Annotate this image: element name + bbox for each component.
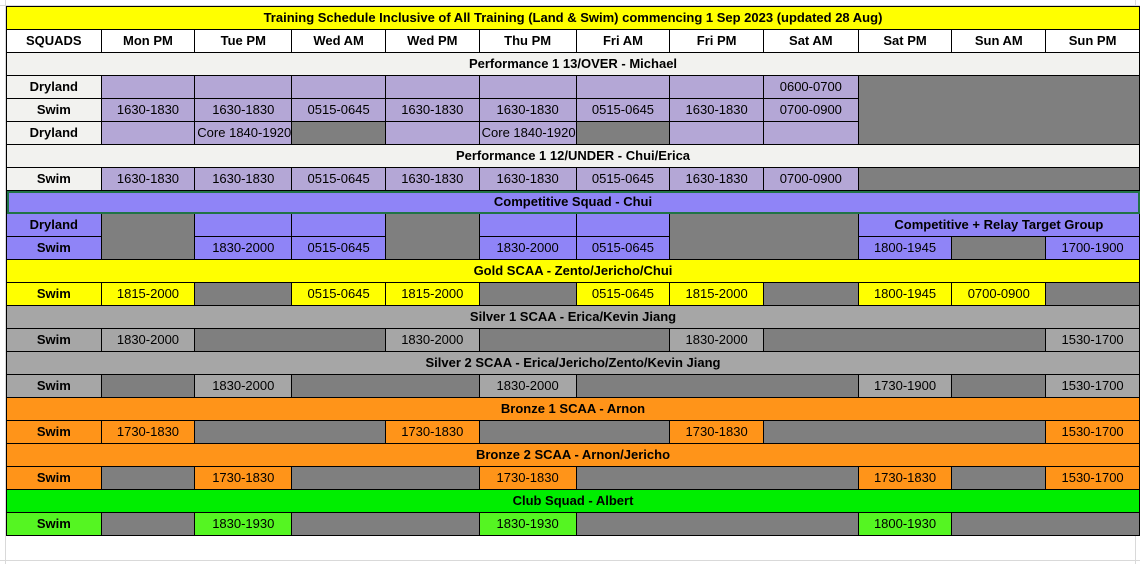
cell[interactable] [292,76,386,99]
table-row [7,76,1140,99]
header-fri-pm[interactable]: Fri PM [670,30,764,53]
table-row [7,421,1140,444]
cell[interactable] [292,122,386,145]
cell[interactable] [292,375,479,398]
cell-sun-pm[interactable]: 1530-1700 [1046,375,1140,398]
training-schedule-table [6,6,1140,536]
cell[interactable] [385,76,479,99]
cell-sat-pm[interactable]: 1800-1930 [858,513,952,536]
section-header-bronze-1 [7,398,1140,421]
table-row [7,375,1140,398]
cell[interactable] [952,375,1046,398]
squad-title-bronze-1[interactable]: Bronze 1 SCAA - Arnon [7,398,1140,421]
cell[interactable] [576,467,858,490]
cell-tue-pm[interactable]: 1830-1930 [195,513,292,536]
row-label-swim[interactable]: Swim [7,329,102,352]
cell-thu-pm[interactable]: 1730-1830 [479,467,576,490]
section-header-bronze-2 [7,444,1140,467]
cell-tue-pm[interactable]: 1630-1830 [195,168,292,191]
cell-fri-pm[interactable]: 1630-1830 [670,99,764,122]
cell-mon-pm[interactable]: 1815-2000 [101,283,195,306]
cell[interactable] [576,513,858,536]
cell-sun-pm[interactable]: 1530-1700 [1046,329,1140,352]
cell[interactable] [479,421,670,444]
cell[interactable] [292,513,479,536]
cell[interactable] [670,76,764,99]
cell-wed-pm[interactable]: 1730-1830 [385,421,479,444]
header-sat-am[interactable]: Sat AM [763,30,858,53]
cell-fri-am[interactable]: 0515-0645 [576,237,670,260]
header-tue-pm[interactable]: Tue PM [195,30,292,53]
cell[interactable] [195,76,292,99]
cell-sat-am[interactable]: 0700-0900 [763,99,858,122]
header-squads[interactable]: SQUADS [7,30,102,53]
cell[interactable] [1046,283,1140,306]
row-label-swim[interactable]: Swim [7,237,102,260]
unavailable-block[interactable] [858,76,1139,145]
cell-fri-pm[interactable]: 1630-1830 [670,168,764,191]
header-row [7,30,1140,53]
section-header-competitive [7,191,1140,214]
row-label-swim[interactable]: Swim [7,513,102,536]
header-mon-pm[interactable]: Mon PM [101,30,195,53]
cell[interactable] [576,122,670,145]
cell-thu-pm[interactable]: 1830-2000 [479,375,576,398]
cell[interactable] [479,214,576,237]
cell[interactable] [670,214,858,260]
cell-wed-am[interactable]: 0515-0645 [292,283,386,306]
cell-sat-pm[interactable]: 1800-1945 [858,283,952,306]
header-fri-am[interactable]: Fri AM [576,30,670,53]
section-header-silver-2 [7,352,1140,375]
cell-sun-am[interactable]: 0700-0900 [952,283,1046,306]
table-row [7,168,1140,191]
cell[interactable] [101,467,195,490]
squad-title-performance-12[interactable]: Performance 1 12/UNDER - Chui/Erica [7,145,1140,168]
row-label-swim[interactable]: Swim [7,421,102,444]
squad-title-silver-1[interactable]: Silver 1 SCAA - Erica/Kevin Jiang [7,306,1140,329]
cell-mon-pm[interactable]: 1830-2000 [101,329,195,352]
table-row [7,329,1140,352]
row-label-dryland[interactable]: Dryland [7,76,102,99]
cell-tue-pm[interactable]: 1730-1830 [195,467,292,490]
cell[interactable] [195,329,386,352]
cell-fri-am[interactable]: 0515-0645 [576,99,670,122]
table-row [7,467,1140,490]
cell-mon-pm[interactable]: 1630-1830 [101,168,195,191]
cell-thu-pm[interactable]: 1630-1830 [479,168,576,191]
cell[interactable] [763,421,1045,444]
cell[interactable] [479,76,576,99]
cell-sat-pm[interactable]: 1800-1945 [858,237,952,260]
cell[interactable] [101,513,195,536]
cell-sat-am[interactable]: 0600-0700 [763,76,858,99]
cell-sat-pm[interactable]: 1730-1900 [858,375,952,398]
header-wed-pm[interactable]: Wed PM [385,30,479,53]
row-label-dryland[interactable]: Dryland [7,214,102,237]
cell[interactable] [576,76,670,99]
cell[interactable] [195,421,386,444]
cell-tue-pm[interactable]: Core 1840-1920 [195,122,292,145]
cell-wed-pm[interactable]: 1630-1830 [385,99,479,122]
cell[interactable] [101,76,195,99]
header-thu-pm[interactable]: Thu PM [479,30,576,53]
section-header-club [7,490,1140,513]
title-row [7,7,1140,30]
cell-fri-am[interactable]: 0515-0645 [576,283,670,306]
header-sun-am[interactable]: Sun AM [952,30,1046,53]
table-row [7,283,1140,306]
cell[interactable] [195,214,292,237]
section-header-gold [7,260,1140,283]
row-label-swim[interactable]: Swim [7,467,102,490]
cell-wed-pm[interactable]: 1815-2000 [385,283,479,306]
section-header-silver-1 [7,306,1140,329]
cell-sun-pm[interactable]: 1530-1700 [1046,421,1140,444]
row-label-swim[interactable]: Swim [7,168,102,191]
cell-wed-am[interactable]: 0515-0645 [292,168,386,191]
cell[interactable] [952,237,1046,260]
cell-wed-pm[interactable]: 1830-2000 [385,329,479,352]
cell[interactable] [101,214,195,260]
cell[interactable] [101,375,195,398]
squad-title-silver-2[interactable]: Silver 2 SCAA - Erica/Jericho/Zento/Kevin Jiang [7,352,1140,375]
cell-tue-pm[interactable]: 1830-2000 [195,237,292,260]
cell[interactable] [576,375,858,398]
cell-thu-pm[interactable]: 1830-2000 [479,237,576,260]
cell-fri-pm[interactable]: 1730-1830 [670,421,764,444]
section-header-performance-13 [7,53,1140,76]
unavailable-block[interactable] [858,168,1139,191]
cell-tue-pm[interactable]: 1630-1830 [195,99,292,122]
row-label-dryland[interactable]: Dryland [7,122,102,145]
cell[interactable] [479,329,670,352]
cell-sat-am[interactable]: 0700-0900 [763,168,858,191]
squad-title-performance-13[interactable]: Performance 1 13/OVER - Michael [7,53,1140,76]
table-row [7,214,1140,237]
table-row [7,513,1140,536]
cell-sun-pm[interactable]: 1700-1900 [1046,237,1140,260]
cell-wed-pm[interactable]: 1630-1830 [385,168,479,191]
cell[interactable] [763,122,858,145]
relay-target-group-label[interactable]: Competitive + Relay Target Group [858,214,1139,237]
header-sat-pm[interactable]: Sat PM [858,30,952,53]
cell-sat-pm[interactable]: 1730-1830 [858,467,952,490]
header-sun-pm[interactable]: Sun PM [1046,30,1140,53]
cell-mon-pm[interactable]: 1730-1830 [101,421,195,444]
gridline [0,560,1140,561]
cell[interactable] [195,283,292,306]
cell[interactable] [576,214,670,237]
cell[interactable] [952,513,1140,536]
cell[interactable] [763,329,1045,352]
cell[interactable] [292,214,386,237]
row-label-swim[interactable]: Swim [7,283,102,306]
cell[interactable] [101,122,195,145]
cell[interactable] [952,467,1046,490]
cell[interactable] [292,467,479,490]
cell[interactable] [385,122,479,145]
cell[interactable] [479,283,576,306]
cell-wed-am[interactable]: 0515-0645 [292,99,386,122]
cell[interactable] [670,122,764,145]
cell-fri-am[interactable]: 0515-0645 [576,168,670,191]
cell-fri-pm[interactable]: 1815-2000 [670,283,764,306]
squad-title-club[interactable]: Club Squad - Albert [7,490,1140,513]
squad-title-competitive[interactable]: Competitive Squad - Chui [7,191,1140,214]
cell-wed-am[interactable]: 0515-0645 [292,237,386,260]
squad-title-gold[interactable]: Gold SCAA - Zento/Jericho/Chui [7,260,1140,283]
cell-tue-pm[interactable]: 1830-2000 [195,375,292,398]
cell-thu-pm[interactable]: 1830-1930 [479,513,576,536]
row-label-swim[interactable]: Swim [7,375,102,398]
cell-thu-pm[interactable]: Core 1840-1920 [479,122,576,145]
cell-sun-pm[interactable]: 1530-1700 [1046,467,1140,490]
header-wed-am[interactable]: Wed AM [292,30,386,53]
cell-mon-pm[interactable]: 1630-1830 [101,99,195,122]
cell-fri-pm[interactable]: 1830-2000 [670,329,764,352]
cell[interactable] [763,283,858,306]
section-header-performance-12 [7,145,1140,168]
schedule-title[interactable]: Training Schedule Inclusive of All Training (Land & Swim) commencing 1 Sep 2023 (updated 28 Aug) [7,7,1140,30]
squad-title-bronze-2[interactable]: Bronze 2 SCAA - Arnon/Jericho [7,444,1140,467]
cell-thu-pm[interactable]: 1630-1830 [479,99,576,122]
cell[interactable] [385,214,479,260]
row-label-swim[interactable]: Swim [7,99,102,122]
